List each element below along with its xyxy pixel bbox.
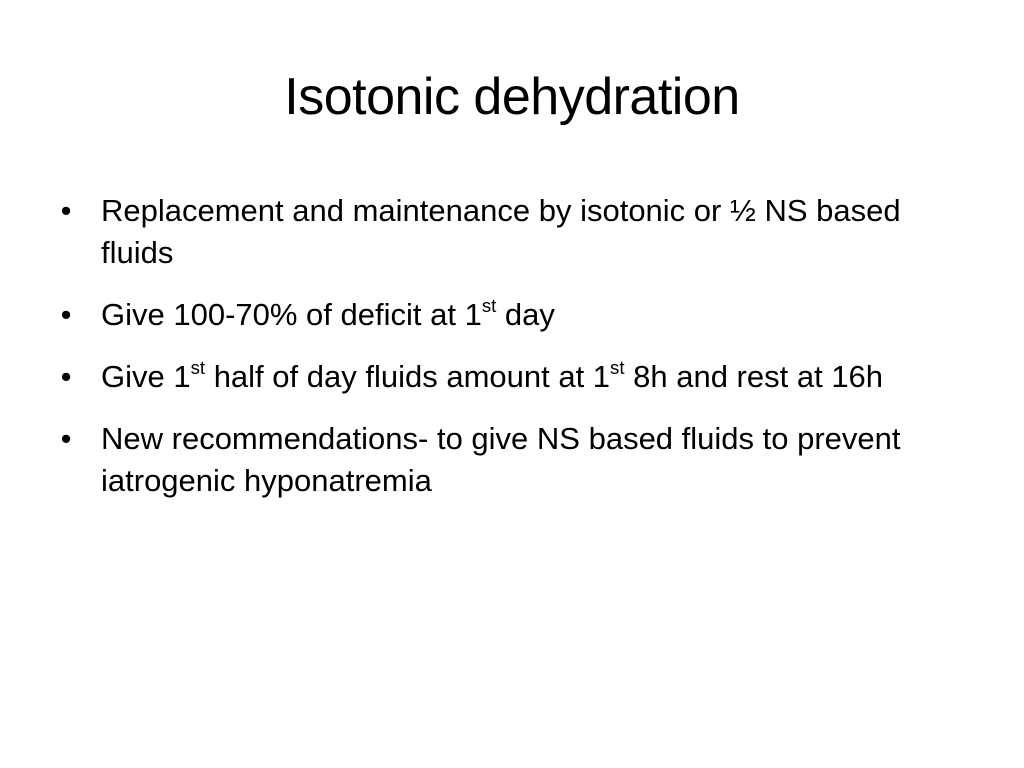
ordinal-superscript: st	[481, 294, 497, 316]
ordinal-superscript: st	[610, 356, 625, 378]
slide-title: Isotonic dehydration	[284, 68, 740, 126]
bullet-text	[101, 294, 555, 332]
bullet-item	[56, 356, 976, 398]
ordinal-superscript: st	[190, 356, 206, 378]
bullet-text	[101, 356, 884, 394]
bullet-text-segment: Replacement and maintenance by isotonic or ½ NS based fluids	[101, 193, 901, 270]
bullet-dot-icon: •	[60, 193, 72, 228]
bullet-item	[56, 190, 976, 274]
bullet-text	[101, 193, 901, 270]
bullet-text-segment: Give 1	[101, 359, 191, 394]
bullet-item	[56, 294, 976, 336]
bullet-text-segment: Give 100-70% of deficit at 1	[101, 297, 482, 332]
bullet-text-segment: half of day fluids amount at 1	[205, 359, 611, 394]
bullet-dot-icon: •	[60, 421, 72, 456]
bullet-dot-icon: •	[60, 359, 72, 394]
bullet-text	[101, 421, 901, 498]
bullet-text-segment: day	[496, 297, 555, 332]
bullet-list	[56, 190, 976, 522]
bullet-dot-icon: •	[60, 297, 72, 332]
bullet-text-segment: 8h and rest at 16h	[624, 359, 884, 394]
bullet-text-segment: New recommendations- to give NS based fluids to prevent iatrogenic hyponatremia	[101, 421, 901, 498]
bullet-item	[56, 418, 976, 502]
